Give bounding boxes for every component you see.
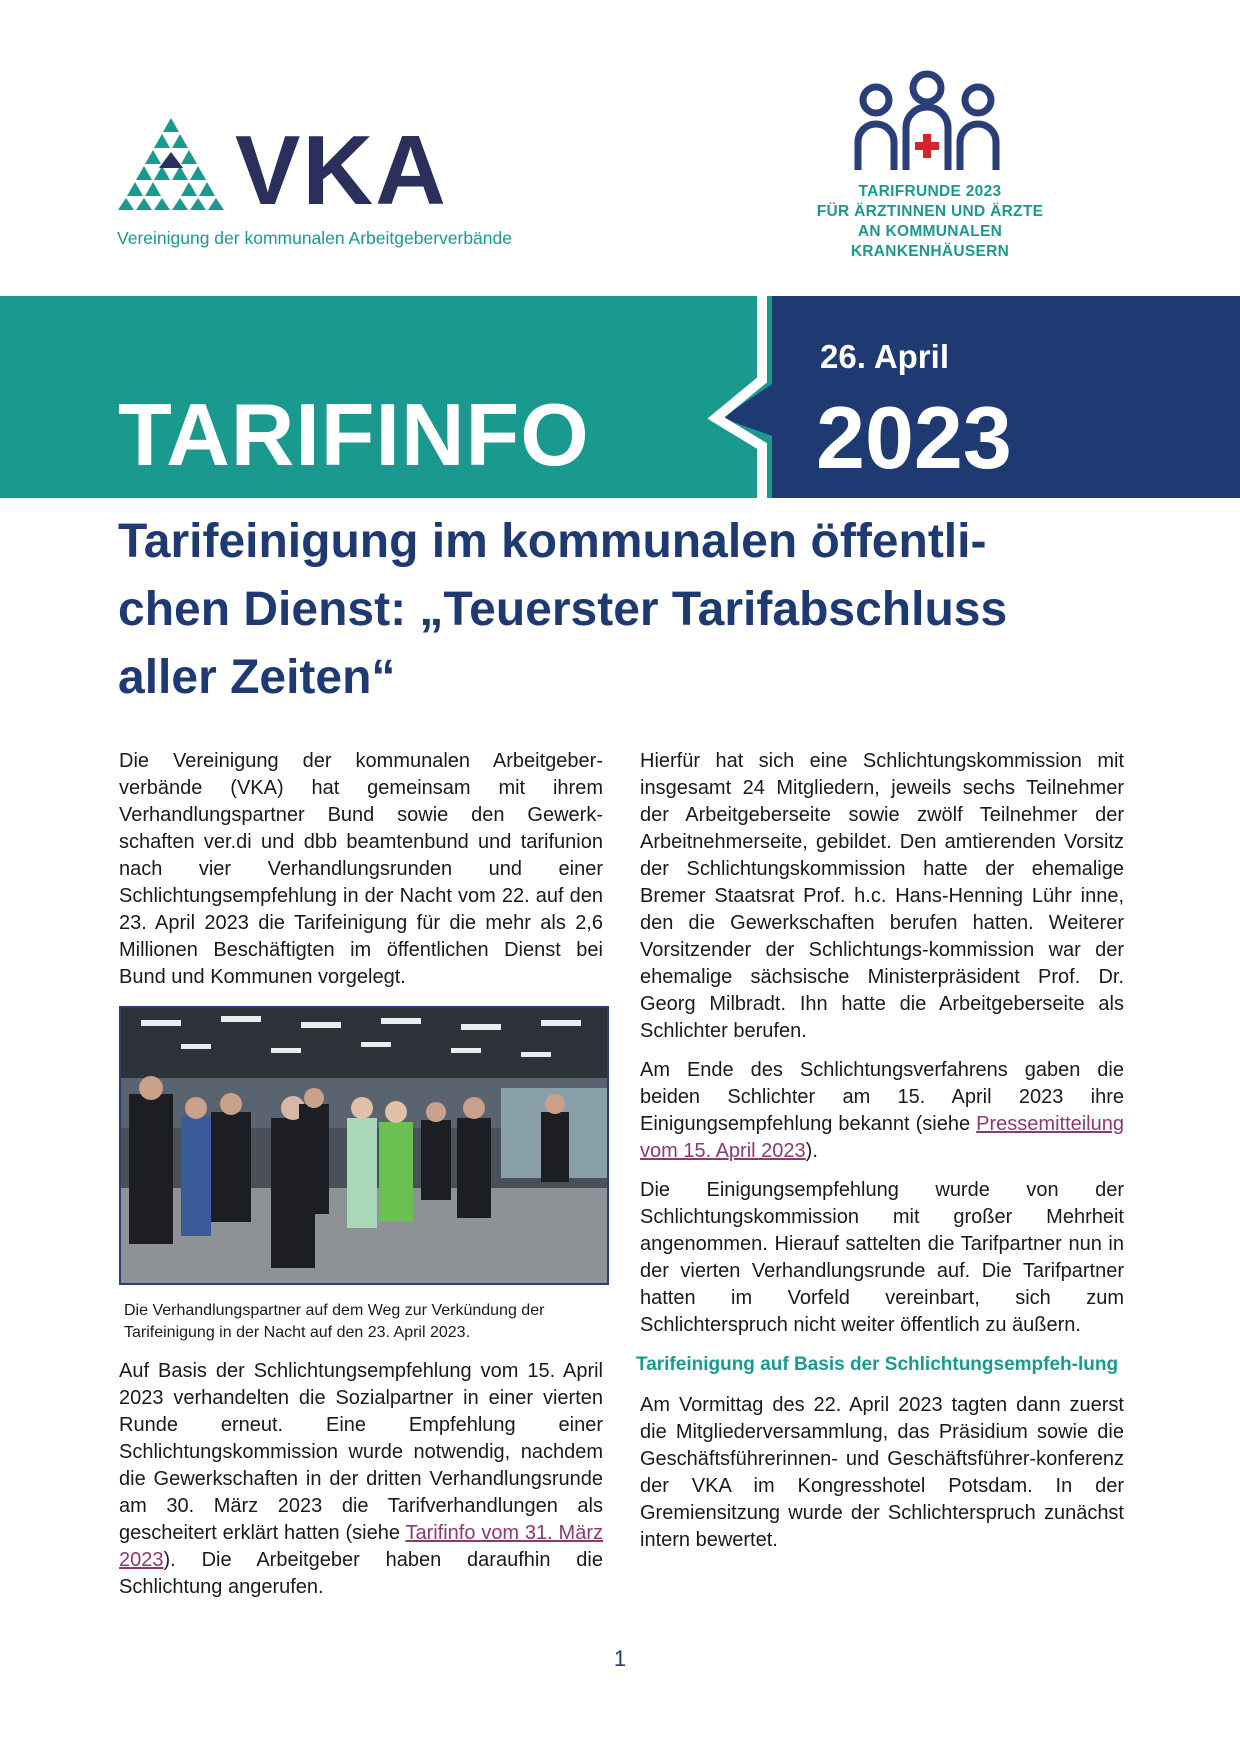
acceptance-paragraph: Die Einigungsempfehlung wurde von der Schlichtungskommission mit großer Mehrheit angenommen. Hierauf sattelten die Tarifpartner nun in der vierten Verhandlungsrunde auf. Die Tarifpartner hatten im Vorfeld vereinbart, sich zum Schlichterspruch nicht weiter öffentlich zu äußern. xyxy=(640,1179,1124,1336)
headline xyxy=(118,508,1078,712)
tarifinfo-link[interactable]: Tarifinfo vom 31. März 2023 xyxy=(119,1522,604,1571)
section-subheading: Tarifeinigung auf Basis der Schlichtungsempfeh-lung xyxy=(636,1354,1119,1375)
paragraph-text: ). xyxy=(805,1140,818,1162)
tarifrunde-text xyxy=(800,182,1060,262)
left-column-top xyxy=(119,748,603,1003)
paragraph-text: Am Ende des Schlichtungsverfahrens gaben die beiden Schlichter am 15. April 2023 ihre Einigungsempfehlung bekannt (siehe xyxy=(640,1059,1124,1135)
vka-wordmark: VKA xyxy=(235,115,448,225)
banner-year: 2023 xyxy=(816,388,1012,487)
page-number: 1 xyxy=(613,1646,627,1671)
schlichtung-paragraph xyxy=(119,1358,603,1601)
left-column-bottom xyxy=(119,1358,603,1613)
vka-logo xyxy=(117,115,517,253)
vka-triangle-icon xyxy=(117,118,225,210)
photo-caption: Die Verhandlungspartner auf dem Weg zur Verkündung der Tarifeinigung in der Nacht auf den 23. April 2023. xyxy=(124,1302,545,1341)
vka-full-name: Vereinigung der kommunalen Arbeitgeberverbände xyxy=(117,228,512,248)
right-column xyxy=(636,748,1124,1566)
people-with-cross-icon xyxy=(852,70,1002,172)
headline-line: chen Dienst: „Teuerster Tarifabschluss xyxy=(118,583,1008,636)
headline-line: Tarifeinigung im kommunalen öffentli- xyxy=(118,515,987,568)
negotiators-photo xyxy=(119,1006,609,1285)
banner-title: TARIFINFO xyxy=(118,385,590,484)
tarifrunde-line: KRANKENHÄUSERN xyxy=(850,243,1010,260)
tarifrunde-line: TARIFRUNDE 2023 xyxy=(858,183,1002,200)
paragraph-text: Auf Basis der Schlichtungsempfehlung vom 15. April 2023 verhandelten die Sozialpartner in einer vierten Runde erneut. Eine Empfehlung einer Schlichtungskommission wurde notwendig, nachdem die Gewerkschaften in der dritten Verhandlungsrunde am 30. März 2023 die Tarifverhandlungen als gescheitert erklärt hatten (siehe xyxy=(119,1360,603,1544)
recommendation-paragraph xyxy=(640,1057,1124,1165)
tarifrunde-line: AN KOMMUNALEN xyxy=(857,223,1003,240)
paragraph-text: ). Die Arbeitgeber haben daraufhin die Schlichtung angerufen. xyxy=(119,1549,603,1598)
press-release-link[interactable]: Pressemitteilung vom 15. April 2023 xyxy=(640,1113,1124,1162)
banner-date: 26. April xyxy=(820,338,949,375)
tarifrunde-line: FÜR ÄRZTINNEN UND ÄRZTE xyxy=(816,203,1044,220)
photo-illustration xyxy=(121,1008,607,1283)
meeting-paragraph: Am Vormittag des 22. April 2023 tagten dann zuerst die Mitgliederversammlung, das Präsidium sowie die Geschäftsführerinnen- und Geschäftsführer-konferenz der VKA im Kongresshotel Potsdam. In der Gremiensitzung wurde der Schlichterspruch zunächst intern bewertet. xyxy=(640,1394,1124,1551)
intro-paragraph: Die Vereinigung der kommunalen Arbeitgeber-verbände (VKA) hat gemeinsam mit ihrem Verhandlungspartner Bund sowie den Gewerk-schaften ver.di und dbb beamtenbund und tarifunion nach vier Verhandlungsrunden und einer Schlichtungsempfehlung in der Nacht vom 22. auf den 23. April 2023 die Tarifeinigung für die mehr als 2,6 Millionen Beschäftigten im öffentlichen Dienst bei Bund und Kommunen vorgelegt. xyxy=(119,750,603,988)
headline-line: aller Zeiten“ xyxy=(118,651,396,704)
commission-paragraph: Hierfür hat sich eine Schlichtungskommission mit insgesamt 24 Mitgliedern, jeweils sechs Teilnehmer der Arbeitgeberseite sowie zwölf Teilnehmer der Arbeitnehmerseite, gebildet. Den amtierenden Vorsitz der Schlichtungskommission hatte der ehemalige Bremer Staatsrat Prof. h.c. Hans-Henning Lühr inne, den die Gewerkschaften berufen hatten. Weiterer Vorsitzender der Schlichtungs-kommission war der ehemalige sächsische Ministerpräsident Prof. Dr. Georg Milbradt. Ihn hatte die Arbeitgeberseite als Schlichter berufen. xyxy=(640,750,1124,1042)
tarifrunde-logo xyxy=(800,70,1060,265)
